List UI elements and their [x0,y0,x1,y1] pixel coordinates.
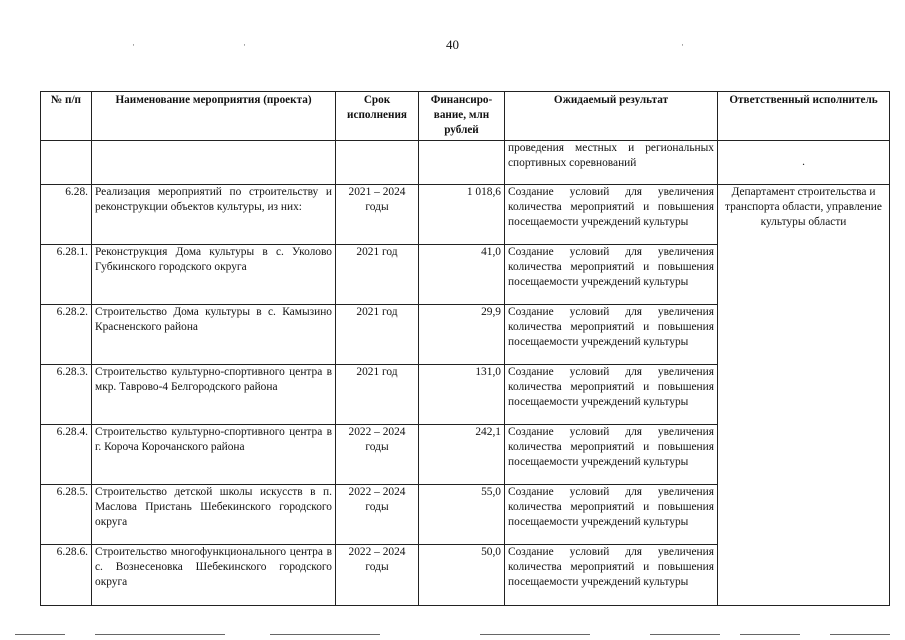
cell-term: 2022 – 2024 годы [336,425,419,485]
header-num: № п/п [41,92,92,141]
cell-num: 6.28.5. [41,485,92,545]
cell-name [92,141,336,185]
cell-term: 2022 – 2024 годы [336,485,419,545]
page-number: 40 [446,37,459,52]
cell-result: проведения местных и региональных спортивных соревнований [505,141,718,185]
cell-name: Строительство культурно-спортивного центра в г. Короча Корочанского района [92,425,336,485]
cell-name: Реконструкция Дома культуры в с. Уколово Губкинского городского округа [92,245,336,305]
cell-num [41,141,92,185]
cell-finance [419,141,505,185]
cell-result: Создание условий для увеличения количества мероприятий и повышения посещаемости учреждений культуры [505,245,718,305]
cell-term [336,141,419,185]
cell-result: Создание условий для увеличения количества мероприятий и повышения посещаемости учреждений культуры [505,425,718,485]
cell-finance: 50,0 [419,545,505,606]
cell-term: 2022 – 2024 годы [336,545,419,606]
scan-speck: · [243,40,246,50]
cell-num: 6.28.1. [41,245,92,305]
header-name: Наименование мероприятия (проекта) [92,92,336,141]
cell-responsible: Департамент строительства и транспорта области, управление культуры области [718,185,890,606]
header-term: Срок исполнения [336,92,419,141]
table-row [41,141,890,185]
cell-num: 6.28.4. [41,425,92,485]
cell-finance: 131,0 [419,365,505,425]
scan-edge-lines [0,634,905,640]
cell-num: 6.28.6. [41,545,92,606]
cell-finance: 242,1 [419,425,505,485]
cell-finance: 55,0 [419,485,505,545]
scan-speck: · [132,40,135,50]
cell-term: 2021 год [336,365,419,425]
cell-num: 6.28. [41,185,92,245]
cell-name: Строительство культурно-спортивного центра в мкр. Таврово-4 Белгородского района [92,365,336,425]
cell-responsible: . [718,141,890,185]
cell-name: Реализация мероприятий по строительству и реконструкции объектов культуры, из них: [92,185,336,245]
cell-result: Создание условий для увеличения количества мероприятий и повышения посещаемости учреждений культуры [505,185,718,245]
cell-finance: 1 018,6 [419,185,505,245]
header-result: Ожидаемый результат [505,92,718,141]
cell-result: Создание условий для увеличения количества мероприятий и повышения посещаемости учреждений культуры [505,305,718,365]
header-responsible: Ответственный исполнитель [718,92,890,141]
cell-name: Строительство многофункционального центра в с. Вознесеновка Шебекинского городского округа [92,545,336,606]
header-finance: Финансиро-вание, млн рублей [419,92,505,141]
table-header-row [41,92,890,141]
cell-num: 6.28.2. [41,305,92,365]
cell-num: 6.28.3. [41,365,92,425]
cell-term: 2021 год [336,305,419,365]
cell-term: 2021 год [336,245,419,305]
cell-finance: 41,0 [419,245,505,305]
cell-result: Создание условий для увеличения количества мероприятий и повышения посещаемости учреждений культуры [505,485,718,545]
cell-finance: 29,9 [419,305,505,365]
cell-name: Строительство Дома культуры в с. Камызино Красненского района [92,305,336,365]
scan-speck: · [681,40,684,50]
cell-result: Создание условий для увеличения количества мероприятий и повышения посещаемости учреждений культуры [505,365,718,425]
measures-table [40,91,890,606]
cell-term: 2021 – 2024 годы [336,185,419,245]
table-row [41,185,890,245]
cell-result: Создание условий для увеличения количества мероприятий и повышения посещаемости учреждений культуры [505,545,718,606]
cell-name: Строительство детской школы искусств в п. Маслова Пристань Шебекинского городского округа [92,485,336,545]
